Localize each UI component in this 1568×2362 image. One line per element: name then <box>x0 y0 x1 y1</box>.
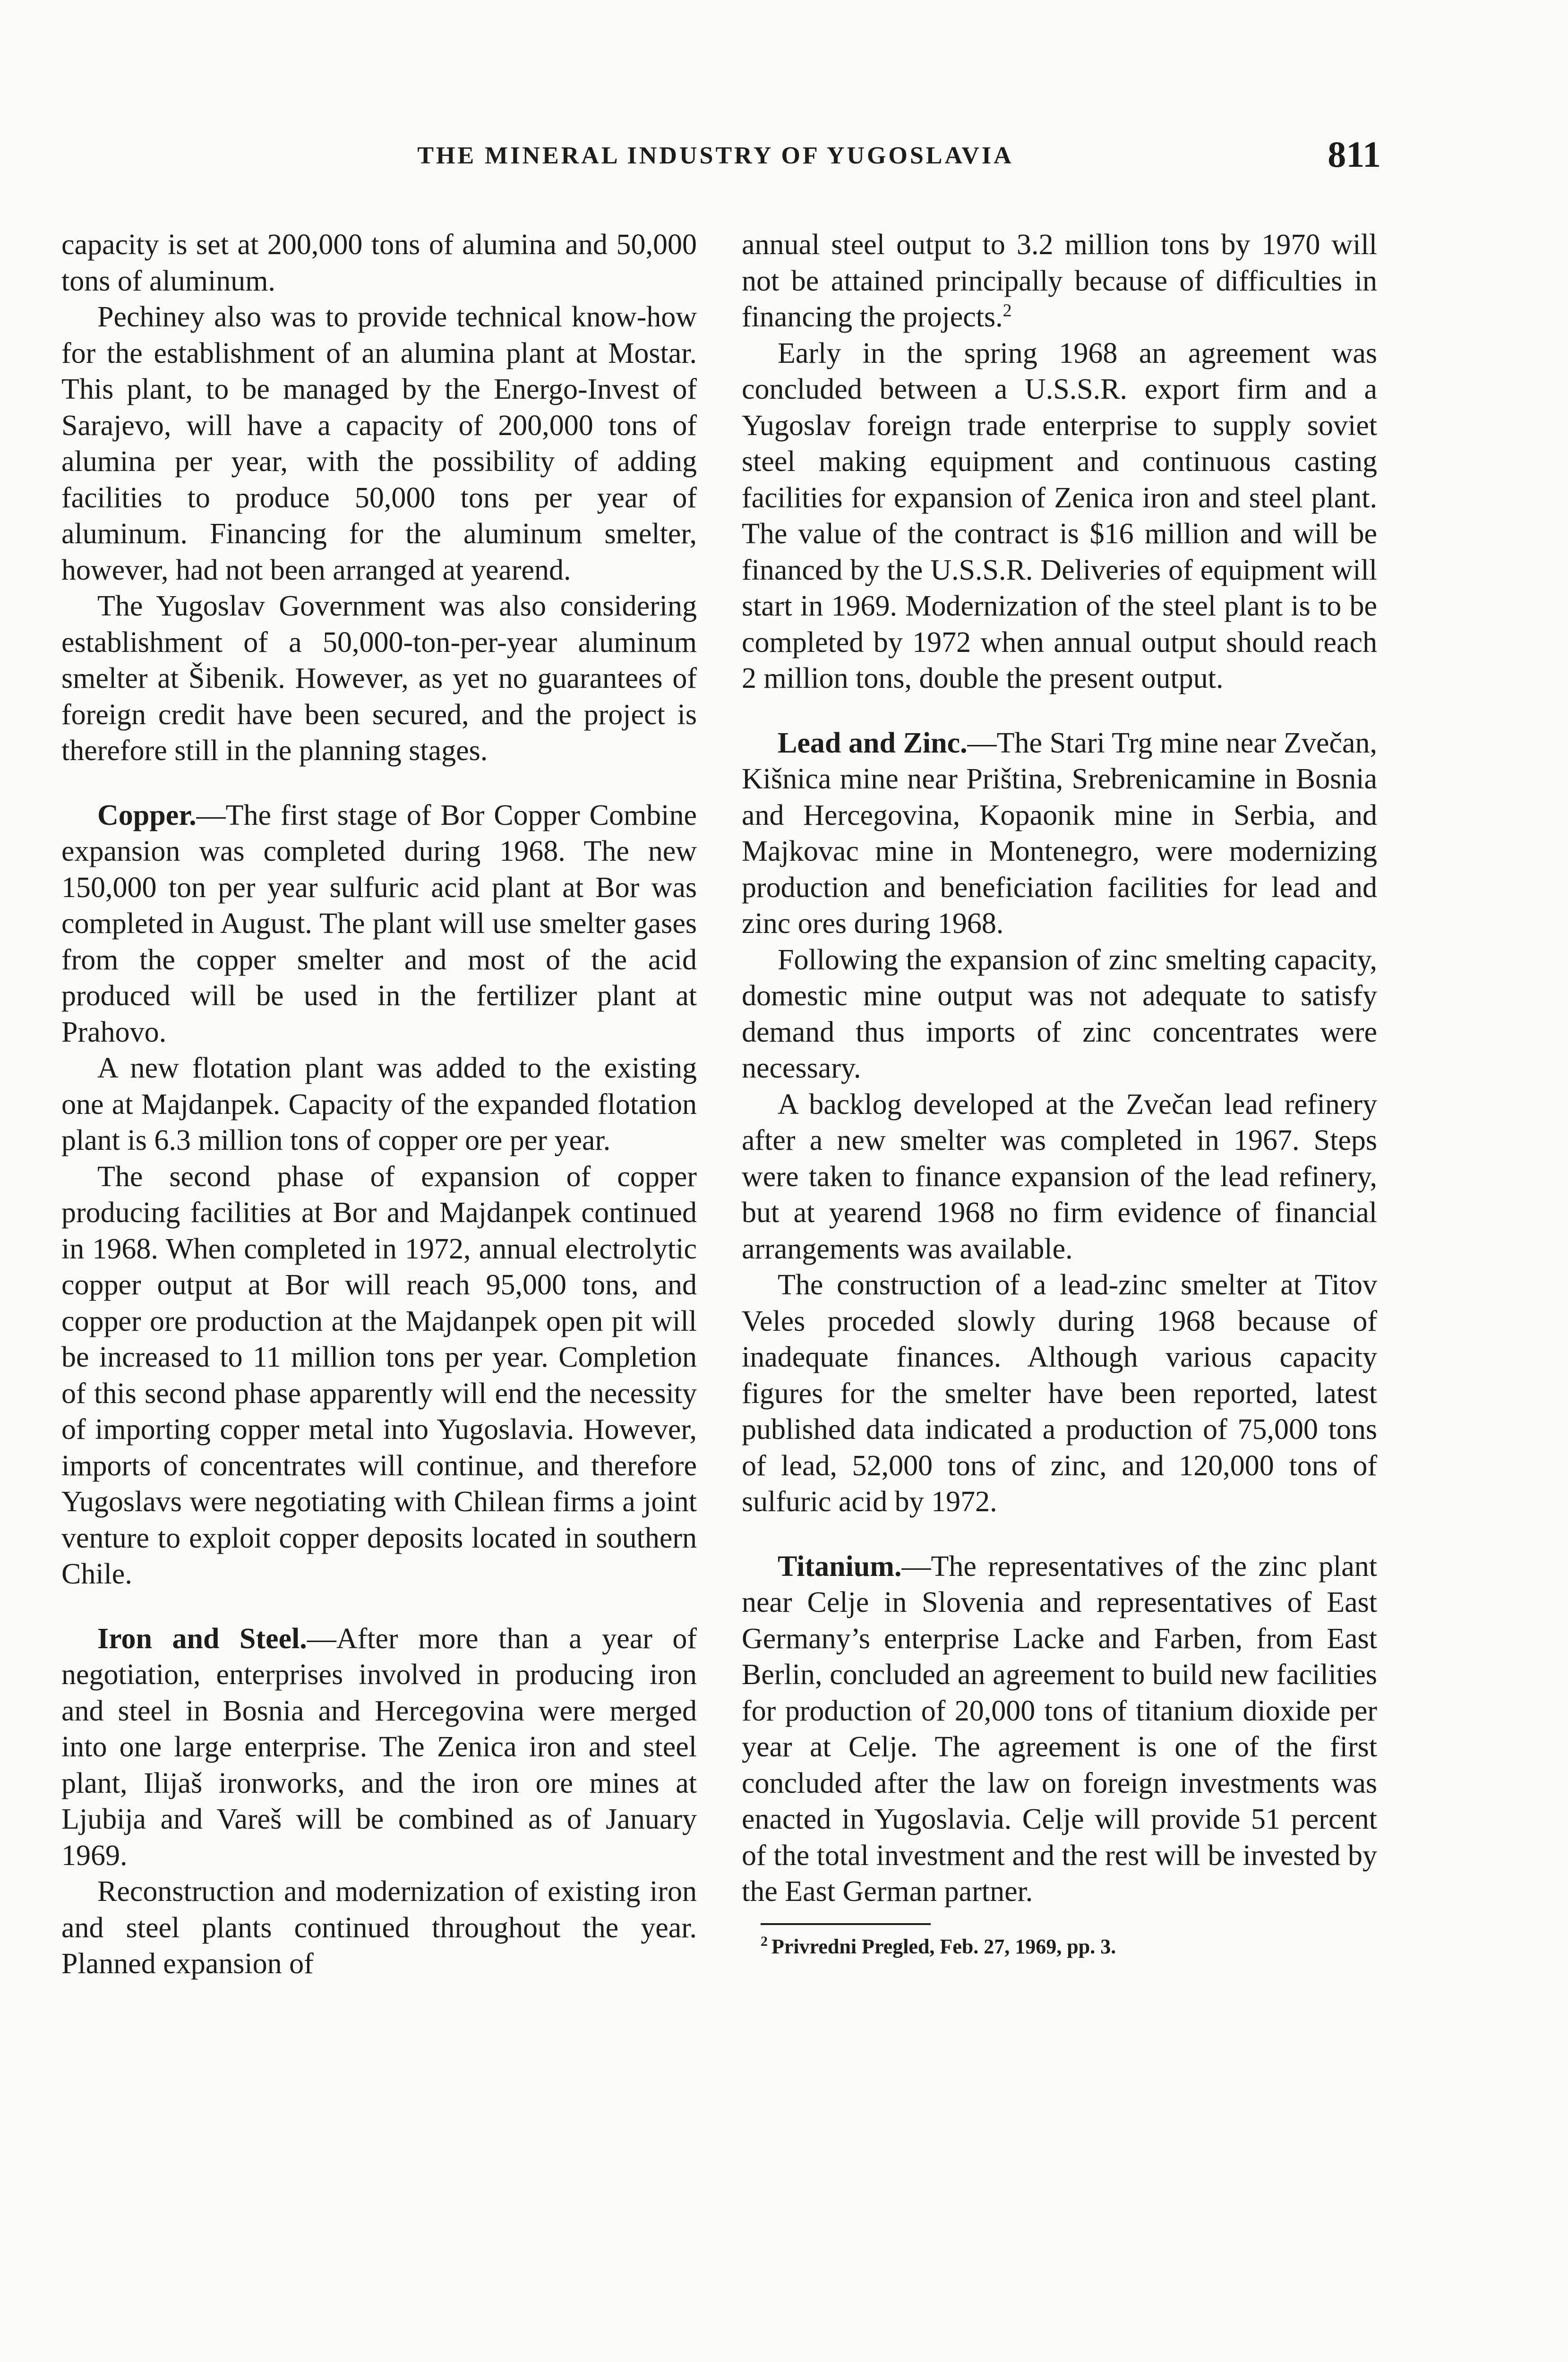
page-number: 811 <box>1328 134 1381 175</box>
paragraph: A new flotation plant was added to the existing one at Majdanpek. Capacity of the expanded flotation plant is 6.3 million tons of copper ore per year. <box>61 1052 697 1156</box>
paragraph: The second phase of expansion of copper producing facilities at Bor and Majdanpek continued in 1968. When completed in 1972, annual electrolytic copper output at Bor will reach 95,000 tons, and copper ore production at the Majdanpek open pit will be increased to 11 million tons per year. Completion of this second phase apparently will end the necessity of importing copper metal into Yugoslavia. However, imports of concentrates will continue, and therefore Yugoslavs were negotiating with Chilean firms a joint venture to exploit copper deposits located in southern Chile. <box>61 1160 697 1590</box>
paragraph-text: —The first stage of Bor Copper Combine expansion was completed during 1968. The new 150,000 ton per year sulfuric acid plant at Bor was completed in August. The plant will use smelter gases from the copper smelter and most of the acid produced will be used in the fertilizer plant at Prahovo. <box>61 799 697 1048</box>
paragraph: capacity is set at 200,000 tons of alumina and 50,000 tons of aluminum. <box>61 229 697 297</box>
footnote-number: 2 <box>761 1933 768 1949</box>
section-heading-copper: Copper. <box>97 799 197 831</box>
paragraph: Pechiney also was to provide technical know-how for the establishment of an alumina plant at Mostar. This plant, to be managed by the Energo-Invest of Sarajevo, will have a capacity of 200,000 tons of alumina per year, with the possibility of adding facilities to produce 50,000 tons per year of aluminum. Financing for the aluminum smelter, however, had not been arranged at yearend. <box>61 301 697 586</box>
paragraph <box>742 227 1377 335</box>
titanium-section-paragraph <box>742 1549 1377 1910</box>
section-heading-titanium: Titanium. <box>778 1550 902 1583</box>
running-header: THE MINERAL INDUSTRY OF YUGOSLAVIA <box>417 142 1014 169</box>
section-heading-iron-steel: Iron and Steel. <box>97 1622 307 1655</box>
footnote-divider <box>761 1923 931 1925</box>
paragraph-text: —The Stari Trg mine near Zvečan, Kišnica mine near Priština, Srebrenicamine in Bosnia and Hercegovina, Kopaonik mine in Serbia, and Majkovac mine in Montenegro, were modernizing production and beneficiation facilities for lead and zinc ores during 1968. <box>742 727 1377 940</box>
copper-section-paragraph <box>61 797 697 1051</box>
left-column <box>61 227 697 1982</box>
footnote <box>742 1934 1377 1959</box>
paragraph: Reconstruction and modernization of existing iron and steel plants continued throughout the year. Planned expansion of <box>61 1875 697 1980</box>
paragraph-text: —The representatives of the zinc plant near Celje in Slovenia and representatives of East Germany’s enterprise Lacke and Farben, from East Berlin, concluded an agreement to build new facilities for production of 20,000 tons of titanium dioxide per year at Celje. The agreement is one of the first concluded after the law on foreign investments was enacted in Yugoslavia. Celje will provide 51 percent of the total investment and the rest will be invested by the East German partner. <box>742 1550 1377 1908</box>
paragraph: A backlog developed at the Zvečan lead refinery after a new smelter was completed in 1967. Steps were taken to finance expansion of the lead refinery, but at yearend 1968 no firm evidence of financial arrangements was available. <box>742 1088 1377 1265</box>
footnote-reference: 2 <box>1002 300 1012 321</box>
paragraph-text: annual steel output to 3.2 million tons by 1970 will not be attained principally because of difficulties in financing the projects. <box>742 229 1377 333</box>
paragraph: Following the expansion of zinc smelting capacity, domestic mine output was not adequate to satisfy demand thus imports of zinc concentrates were necessary. <box>742 943 1377 1084</box>
paragraph-text: —After more than a year of negotiation, enterprises involved in producing iron and steel in Bosnia and Hercegovina were merged into one large enterprise. The Zenica iron and steel plant, Ilijaš ironworks, and the iron ore mines at Ljubija and Vareš will be combined as of January 1969. <box>61 1622 697 1872</box>
paragraph: The construction of a lead-zinc smelter at Titov Veles proceded slowly during 1968 because of inadequate finances. Although various capacity figures for the smelter have been reported, latest published data indicated a production of 75,000 tons of lead, 52,000 tons of zinc, and 120,000 tons of sulfuric acid by 1972. <box>742 1269 1377 1518</box>
section-heading-lead-zinc: Lead and Zinc. <box>778 727 968 759</box>
right-column <box>742 227 1377 1959</box>
paragraph: The Yugoslav Government was also considering establishment of a 50,000-ton-per-year aluminum smelter at Šibenik. However, as yet no guarantees of foreign credit have been secured, and the project is therefore still in the planning stages. <box>61 590 697 767</box>
paragraph: Early in the spring 1968 an agreement was concluded between a U.S.S.R. export firm and a Yugoslav foreign trade enterprise to supply soviet steel making equipment and continuous casting facilities for expansion of Zenica iron and steel plant. The value of the contract is $16 million and will be financed by the U.S.S.R. Deliveries of equipment will start in 1969. Modernization of the steel plant is to be completed by 1972 when annual output should reach 2 million tons, double the present output. <box>742 337 1377 694</box>
footnote-text: Privredni Pregled, Feb. 27, 1969, pp. 3. <box>771 1934 1116 1958</box>
lead-zinc-section-paragraph <box>742 725 1377 942</box>
iron-section-paragraph <box>61 1621 697 1874</box>
